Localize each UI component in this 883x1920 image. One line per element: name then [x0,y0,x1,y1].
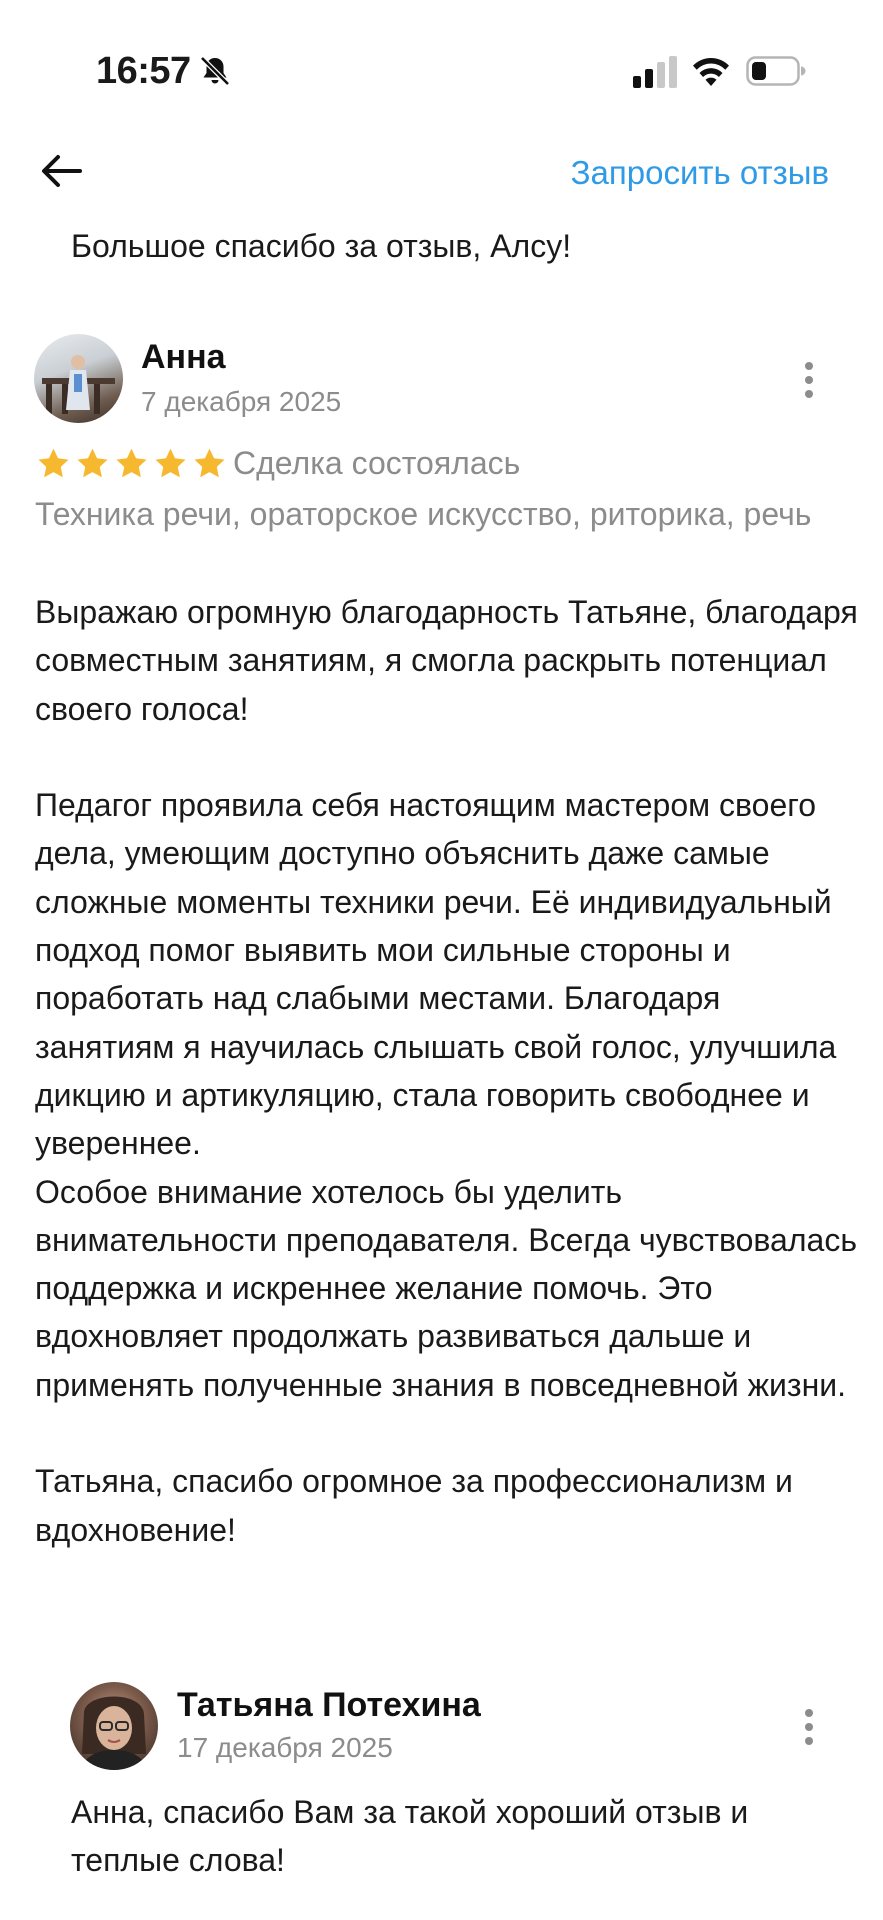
review-author[interactable]: Анна [141,338,226,376]
review-category: Техника речи, ораторское искусство, риторика, речь [35,496,812,532]
arrow-left-icon[interactable] [38,148,84,194]
reply-date: 17 декабря 2025 [177,1732,393,1763]
previous-reply-text: Большое спасибо за отзыв, Алсу! [71,228,572,264]
review-text: Выражаю огромную благодарность Татьяне, благодаря совместным занятиям, я смогла раскрыть потенциал своего голоса! Педагог проявила себя настоящим мастером своего дела, умеющим доступно объяснить даже самые сложные моменты техники речи. Её индивидуальный подход помог выявить мои сильные стороны и поработать над слабыми местами. Благодаря занятиям я научилась слышать свой голос, улучшила дикцию и артикуляцию, стала говорить свободнее и увереннее. Особое внимание хотелось бы уделить внимательности преподавателя. Всегда чувствовалась поддержка и искреннее желание помочь. Это вдохновляет продолжать развиваться дальше и применять полученные знания в повседневной жизни. Татьяна, спасибо огромное за профессионализм и вдохновение! [35,594,858,1548]
reply-author[interactable]: Татьяна Потехина [177,1686,481,1724]
status-time: 16:57 [96,50,191,92]
reply-text: Анна, спасибо Вам за такой хороший отзыв и теплые слова! [71,1794,749,1878]
star-icon [75,446,110,481]
cellular-signal-icon [633,56,677,88]
more-options-icon[interactable] [803,361,815,399]
status-bar [0,0,883,150]
wifi-icon [690,52,732,88]
avatar-photo [34,334,123,423]
bell-slash-icon [198,54,232,88]
star-icon [192,446,227,481]
star-icon [114,446,149,481]
battery-icon [746,56,806,86]
star-icon [36,446,71,481]
deal-status: Сделка состоялась [233,445,521,481]
avatar[interactable] [70,1682,158,1770]
more-options-icon[interactable] [803,1708,815,1746]
request-review-button[interactable]: Запросить отзыв [570,154,829,191]
avatar-photo [70,1682,158,1770]
review-date: 7 декабря 2025 [141,386,342,417]
avatar[interactable] [34,334,123,423]
star-icon [153,446,188,481]
rating-stars [36,446,227,481]
